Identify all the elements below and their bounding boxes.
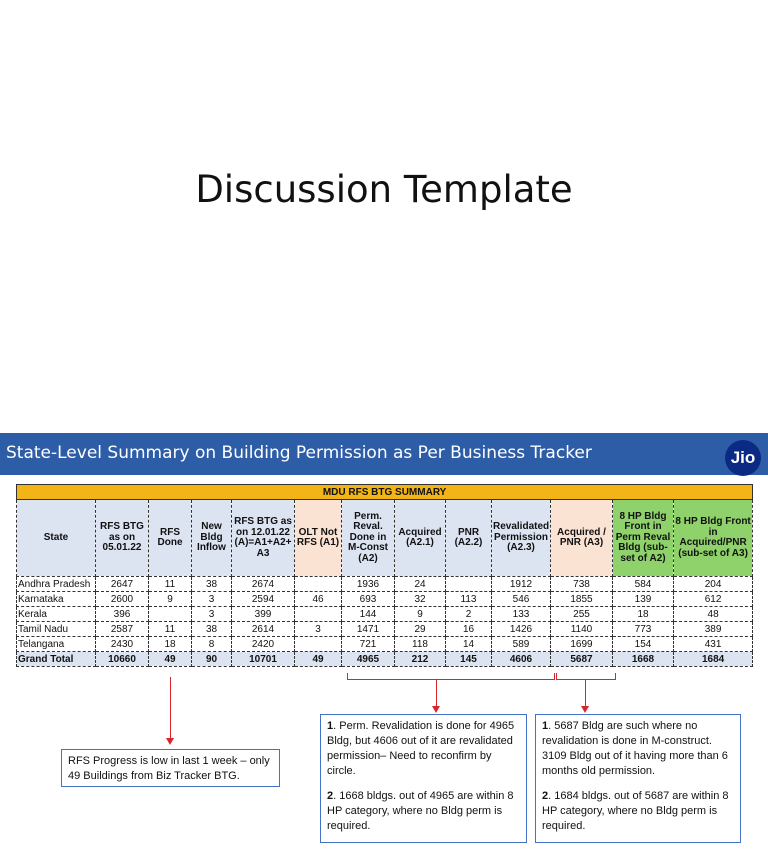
note-acquired-pnr [535, 714, 741, 843]
note-rfs-progress-text: RFS Progress is low in last 1 week – only 49 Buildings from Biz Tracker BTG. [68, 755, 270, 782]
arrow-rfs-done [170, 677, 171, 739]
value-cell [295, 577, 342, 592]
total-value-cell: 90 [192, 652, 232, 667]
value-cell: 1699 [551, 637, 613, 652]
banner-title: State-Level Summary on Building Permission as Per Business Tracker [6, 443, 592, 463]
value-cell: 693 [342, 592, 395, 607]
total-value-cell: 212 [395, 652, 446, 667]
total-value-cell: 145 [446, 652, 492, 667]
slide-title: Discussion Template [195, 168, 573, 211]
arrow-head-rfs-done [166, 738, 174, 745]
value-cell: 546 [492, 592, 551, 607]
value-cell: 118 [395, 637, 446, 652]
value-cell: 14 [446, 637, 492, 652]
value-cell: 2614 [232, 622, 295, 637]
total-label-cell: Grand Total [17, 652, 96, 667]
value-cell: 396 [96, 607, 149, 622]
value-cell: 8 [192, 637, 232, 652]
value-cell: 204 [674, 577, 753, 592]
value-cell: 16 [446, 622, 492, 637]
value-cell [149, 607, 192, 622]
total-value-cell: 49 [149, 652, 192, 667]
state-cell: Karnataka [17, 592, 96, 607]
value-cell: 38 [192, 577, 232, 592]
value-cell: 11 [149, 622, 192, 637]
value-cell: 2430 [96, 637, 149, 652]
table-caption: MDU RFS BTG SUMMARY [17, 485, 753, 500]
value-cell: 38 [192, 622, 232, 637]
value-cell: 133 [492, 607, 551, 622]
value-cell: 721 [342, 637, 395, 652]
value-cell: 1471 [342, 622, 395, 637]
value-cell: 2420 [232, 637, 295, 652]
value-cell: 1426 [492, 622, 551, 637]
note-perm-reval-point-1: 1. Perm. Revalidation is done for 4965 Bldg, but 4606 out of it are revalidated permission– Need to reconfirm by circle. [327, 720, 515, 777]
value-cell: 773 [613, 622, 674, 637]
state-cell: Andhra Pradesh [17, 577, 96, 592]
note-perm-reval [320, 714, 527, 843]
value-cell [295, 637, 342, 652]
value-cell: 2674 [232, 577, 295, 592]
column-header: RFS BTG as on 12.01.22 (A)=A1+A2+ A3 [232, 500, 295, 577]
total-value-cell: 5687 [551, 652, 613, 667]
total-value-cell: 10660 [96, 652, 149, 667]
column-header: Perm. Reval. Done in M-Const (A2) [342, 500, 395, 577]
summary-table [16, 484, 753, 667]
value-cell: 48 [674, 607, 753, 622]
value-cell: 3 [192, 607, 232, 622]
brace-perm-reval [347, 673, 555, 680]
table-row [17, 577, 753, 592]
value-cell: 2594 [232, 592, 295, 607]
value-cell: 612 [674, 592, 753, 607]
value-cell: 139 [613, 592, 674, 607]
total-value-cell: 1668 [613, 652, 674, 667]
value-cell [446, 577, 492, 592]
arrow-head-perm-reval [432, 706, 440, 713]
column-header: New Bldg Inflow [192, 500, 232, 577]
column-header: Acquired (A2.1) [395, 500, 446, 577]
value-cell: 2587 [96, 622, 149, 637]
value-cell: 255 [551, 607, 613, 622]
column-header: RFS Done [149, 500, 192, 577]
table-row [17, 592, 753, 607]
value-cell: 2647 [96, 577, 149, 592]
column-header: Acquired / PNR (A3) [551, 500, 613, 577]
state-cell: Telangana [17, 637, 96, 652]
slide-banner [0, 433, 768, 475]
arrow-acquired-pnr [585, 679, 586, 707]
value-cell [295, 607, 342, 622]
value-cell: 46 [295, 592, 342, 607]
column-header: 8 HP Bldg Front in Acquired/PNR (sub-set of A3) [674, 500, 753, 577]
note-acquired-pnr-point-1: 1. 5687 Bldg are such where no revalidation is done in M-construct. 3109 Bldg out of it having more than 6 months old permission. [542, 720, 728, 777]
arrow-perm-reval [436, 679, 437, 707]
value-cell: 1855 [551, 592, 613, 607]
value-cell: 1912 [492, 577, 551, 592]
column-header: OLT Not RFS (A1) [295, 500, 342, 577]
value-cell: 1936 [342, 577, 395, 592]
value-cell: 144 [342, 607, 395, 622]
value-cell: 1140 [551, 622, 613, 637]
note-perm-reval-point-2: 2. 1668 bldgs. out of 4965 are within 8 HP category, where no Bldg perm is required. [327, 790, 514, 832]
table-row [17, 637, 753, 652]
value-cell: 11 [149, 577, 192, 592]
total-value-cell: 49 [295, 652, 342, 667]
state-cell: Kerala [17, 607, 96, 622]
value-cell: 2600 [96, 592, 149, 607]
total-value-cell: 4606 [492, 652, 551, 667]
state-cell: Tamil Nadu [17, 622, 96, 637]
value-cell: 389 [674, 622, 753, 637]
total-value-cell: 4965 [342, 652, 395, 667]
note-rfs-progress [61, 749, 280, 787]
column-header: RFS BTG as on 05.01.22 [96, 500, 149, 577]
value-cell: 584 [613, 577, 674, 592]
value-cell: 589 [492, 637, 551, 652]
grand-total-row [17, 652, 753, 667]
jio-logo: Jio [725, 440, 761, 476]
column-header: State [17, 500, 96, 577]
value-cell: 24 [395, 577, 446, 592]
value-cell: 3 [192, 592, 232, 607]
value-cell: 18 [149, 637, 192, 652]
value-cell: 431 [674, 637, 753, 652]
brace-acquired-pnr [556, 673, 616, 680]
value-cell: 113 [446, 592, 492, 607]
value-cell: 399 [232, 607, 295, 622]
column-header: Revalidated Permission (A2.3) [492, 500, 551, 577]
value-cell: 18 [613, 607, 674, 622]
value-cell: 3 [295, 622, 342, 637]
value-cell: 29 [395, 622, 446, 637]
arrow-head-acquired-pnr [581, 706, 589, 713]
total-value-cell: 10701 [232, 652, 295, 667]
column-header: 8 HP Bldg Front in Perm Reval Bldg (sub-set of A2) [613, 500, 674, 577]
total-value-cell: 1684 [674, 652, 753, 667]
value-cell: 9 [149, 592, 192, 607]
table-row [17, 607, 753, 622]
note-acquired-pnr-point-2: 2. 1684 bldgs. out of 5687 are within 8 HP category, where no Bldg perm is required. [542, 790, 729, 832]
column-header: PNR (A2.2) [446, 500, 492, 577]
value-cell: 154 [613, 637, 674, 652]
value-cell: 9 [395, 607, 446, 622]
table-row [17, 622, 753, 637]
value-cell: 2 [446, 607, 492, 622]
value-cell: 32 [395, 592, 446, 607]
value-cell: 738 [551, 577, 613, 592]
